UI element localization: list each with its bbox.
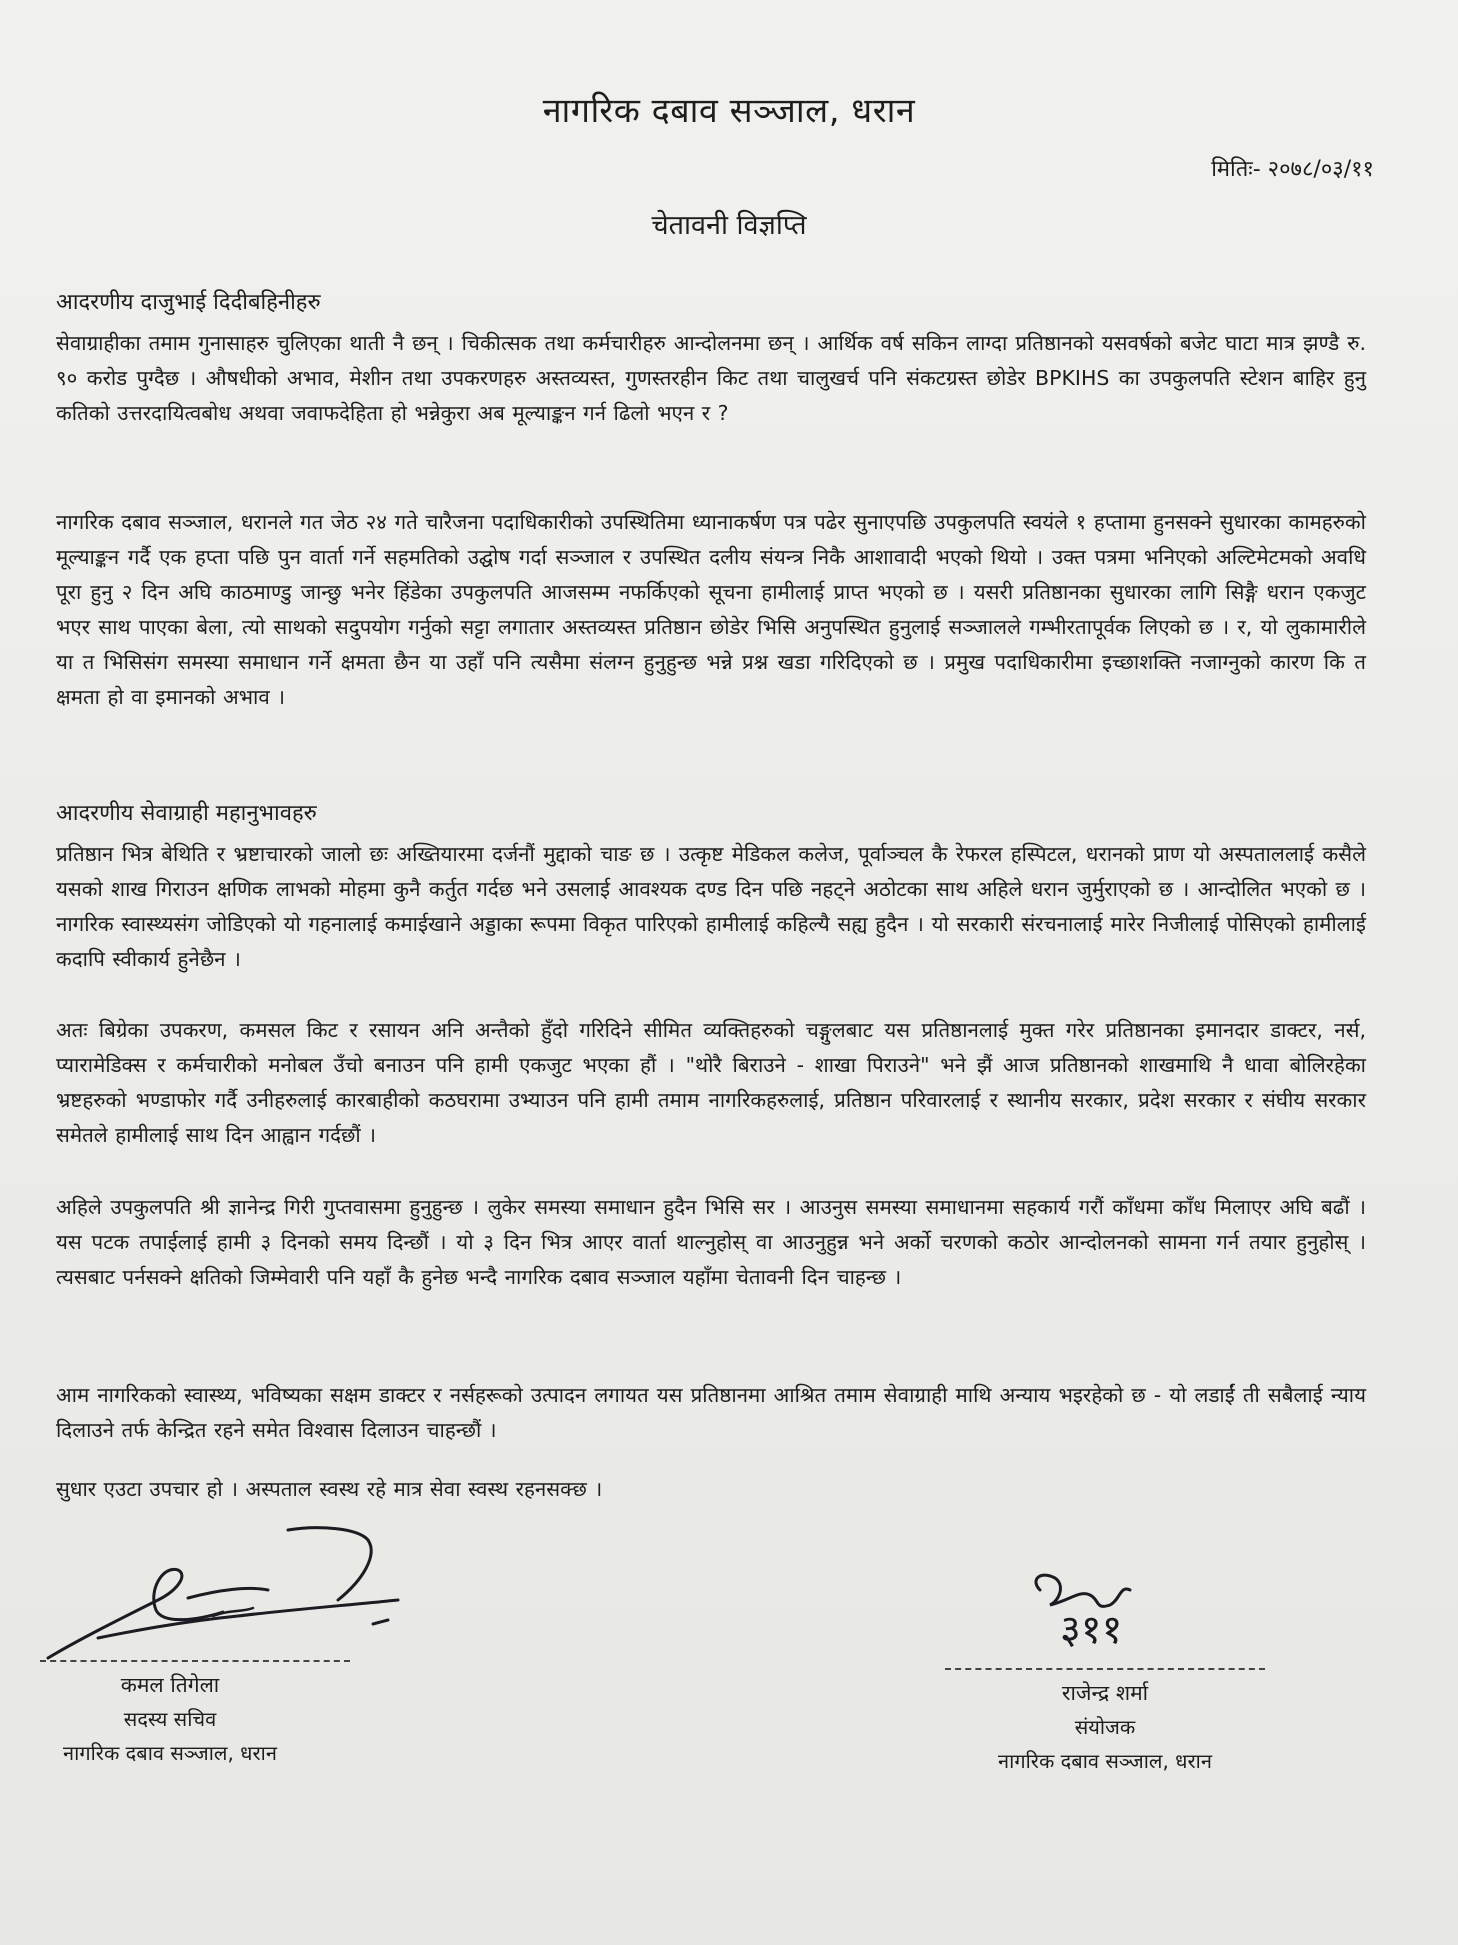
- paragraph-3: प्रतिष्ठान भित्र बेथिति र भ्रष्टाचारको जालो छः अख्तियारमा दर्जनौं मुद्दाको चाङ छ । उत्कृष्ट मेडिकल कलेज, पूर्वाञ्चल कै रेफरल हस्पिटल, धरानको प्राण यो अस्पताललाई कसैले यसको शाख गिराउन क्षणिक लाभको मोहमा कुनै कर्तुत गर्दछ भने उसलाई आवश्यक दण्ड दिन पछि नहट्ने अठोटका साथ अहिले धरान जुर्मुराएको छ । आन्दोलित भएको छ । नागरिक स्वास्थ्यसंग जोडिएको यो गहनालाई कमाईखाने अड्डाका रूपमा विकृत पारिएको हामीलाई कहिल्यै सह्य हुदैन । यो सरकारी संरचनालाई मारेर निजीलाई पोसिएको हामीलाई कदापि स्वीकार्य हुनेछैन ।: [56, 842, 1366, 971]
- notice-title: चेतावनी विज्ञप्ति: [651, 210, 807, 241]
- right-signatory-org: नागरिक दबाव सञ्जाल, धरान: [998, 1749, 1212, 1773]
- paragraph-1: सेवाग्राहीका तमाम गुनासाहरु चुलिएका थाती नै छन् । चिकीत्सक तथा कर्मचारीहरु आन्दोलनमा छन् । आर्थिक वर्ष सकिन लाग्दा प्रतिष्ठानको यसवर्षको बजेट घाटा मात्र झण्डै रु. ९० करोड पुग्दैछ । औषधीको अभाव, मेशीन तथा उपकरणहरु अस्तव्यस्त, गुणस्तरहीन किट तथा चालुखर्च पनि संकटग्रस्त छोडेर BPKIHS का उपकुलपति स्टेशन बाहिर हुनु कतिको उत्तरदायित्वबोध अथवा जवाफदेहिता हो भन्नेकुरा अब मूल्याङ्कन गर्न ढिलो भएन र ?: [56, 331, 1366, 425]
- left-signature-icon: [38, 1520, 458, 1670]
- organization-title: नागरिक दबाव सञ्जाल, धरान: [542, 91, 916, 131]
- closing-statement: सुधार एउटा उपचार हो । अस्पताल स्वस्थ रहे मात्र सेवा स्वस्थ रहनसक्छ ।: [56, 1477, 603, 1501]
- paragraph-6: आम नागरिकको स्वास्थ्य, भविष्यका सक्षम डाक्टर र नर्सहरूको उत्पादन लगायत यस प्रतिष्ठानमा आश्रित तमाम सेवाग्राही माथि अन्याय भइरहेको छ - यो लडाईं ती सबैलाई न्याय दिलाउने तर्फ केन्द्रित रहने समेत विश्वास दिलाउन चाहन्छौं ।: [56, 1383, 1366, 1442]
- left-signatory-name: कमल तिगेला: [120, 1673, 220, 1697]
- document-date: मितिः- २०७८/०३/११: [1211, 157, 1374, 182]
- right-signature-line: [945, 1668, 1265, 1670]
- salutation-public: आदरणीय दाजुभाई दिदीबहिनीहरु: [56, 290, 321, 315]
- paragraph-5: अहिले उपकुलपति श्री ज्ञानेन्द्र गिरी गुप्तवासमा हुनुहुन्छ । लुकेर समस्या समाधान हुदैन भिसि सर । आउनुस समस्या समाधानमा सहकार्य गरौं काँधमा काँध मिलाएर अघि बढौं । यस पटक तपाईलाई हामी ३ दिनको समय दिन्छौं । यो ३ दिन भित्र आएर वार्ता थाल्नुहोस् वा आउनुहुन्न भने अर्को चरणको कठोर आन्दोलनको सामना गर्न तयार हुनुहोस् । त्यसबाट पर्नसक्ने क्षतिको जिम्मेवारी पनि यहाँ कै हुनेछ भन्दै नागरिक दबाव सञ्जाल यहाँमा चेतावनी दिन चाहन्छ ।: [56, 1195, 1366, 1289]
- paragraph-4: अतः बिग्रेका उपकरण, कमसल किट र रसायन अनि अन्तैको हुँदो गरिदिने सीमित व्यक्तिहरुको चङ्गुलबाट यस प्रतिष्ठानलाई मुक्त गरेर प्रतिष्ठानका इमानदार डाक्टर, नर्स, प्यारामेडिक्स र कर्मचारीको मनोबल उँचो बनाउन पनि हामी एकजुट भएका हौं । "थोरै बिराउने - शाखा पिराउने" भने झैं आज प्रतिष्ठानको शाखमाथि नै धावा बोलिरहेका भ्रष्टहरुको भण्डाफोर गर्दै उनीहरुलाई कारबाहीको कठघरामा उभ्याउन पनि हामी तमाम नागरिकहरुलाई, प्रतिष्ठान परिवारलाई र स्थानीय सरकार, प्रदेश सरकार र संघीय सरकार समेतले हामीलाई साथ दिन आह्वान गर्दछौं ।: [56, 1018, 1366, 1147]
- right-signatory-name: राजेन्द्र शर्मा: [1061, 1681, 1149, 1705]
- paragraph-2: नागरिक दबाव सञ्जाल, धरानले गत जेठ २४ गते चारैजना पदाधिकारीको उपस्थितिमा ध्यानाकर्षण पत्र पढेर सुनाएपछि उपकुलपति स्वयंले १ हप्तामा हुनसक्ने सुधारका कामहरुको मूल्याङ्कन गर्दै एक हप्ता पछि पुन वार्ता गर्ने सहमतिको उद्घोष गर्दा सञ्जाल र उपस्थित दलीय संयन्त्र निकै आशावादी भएको थियो । उक्त पत्रमा भनिएको अल्टिमेटमको अवधि पूरा हुनु २ दिन अघि काठमाण्डु जान्छु भनेर हिंडेका उपकुलपति आजसम्म नफर्किएको सूचना हामीलाई प्राप्त भएको छ । यसरी प्रतिष्ठानका सुधारका लागि सिङ्गै धरान एकजुट भएर साथ पाएका बेला, त्यो साथको सदुपयोग गर्नुको सट्टा लगातार अस्तव्यस्त प्रतिष्ठान छोडेर भिसि अनुपस्थित हुनुलाई सञ्जालले गम्भीरतापूर्वक लिएको छ । र, यो लुकामारीले या त भिसिसंग समस्या समाधान गर्ने क्षमता छैन या उहाँ पनि त्यसैमा संलग्न हुनुहुन्छ भन्ने प्रश्न खडा गरिदिएको छ । प्रमुख पदाधिकारीमा इच्छाशक्ति नजाग्नुको कारण कि त क्षमता हो वा इमानको अभाव ।: [56, 510, 1366, 709]
- right-signature-number: ३११: [1060, 1607, 1123, 1653]
- right-signatory-role: संयोजक: [1074, 1715, 1136, 1739]
- left-signature-line: [40, 1660, 350, 1662]
- left-signatory-org: नागरिक दबाव सञ्जाल, धरान: [63, 1741, 277, 1765]
- right-signatory: [930, 1676, 1280, 1778]
- salutation-service-seekers: आदरणीय सेवाग्राही महानुभावहरु: [56, 801, 317, 826]
- left-signatory: [20, 1668, 320, 1770]
- left-signatory-role: सदस्य सचिव: [123, 1707, 217, 1731]
